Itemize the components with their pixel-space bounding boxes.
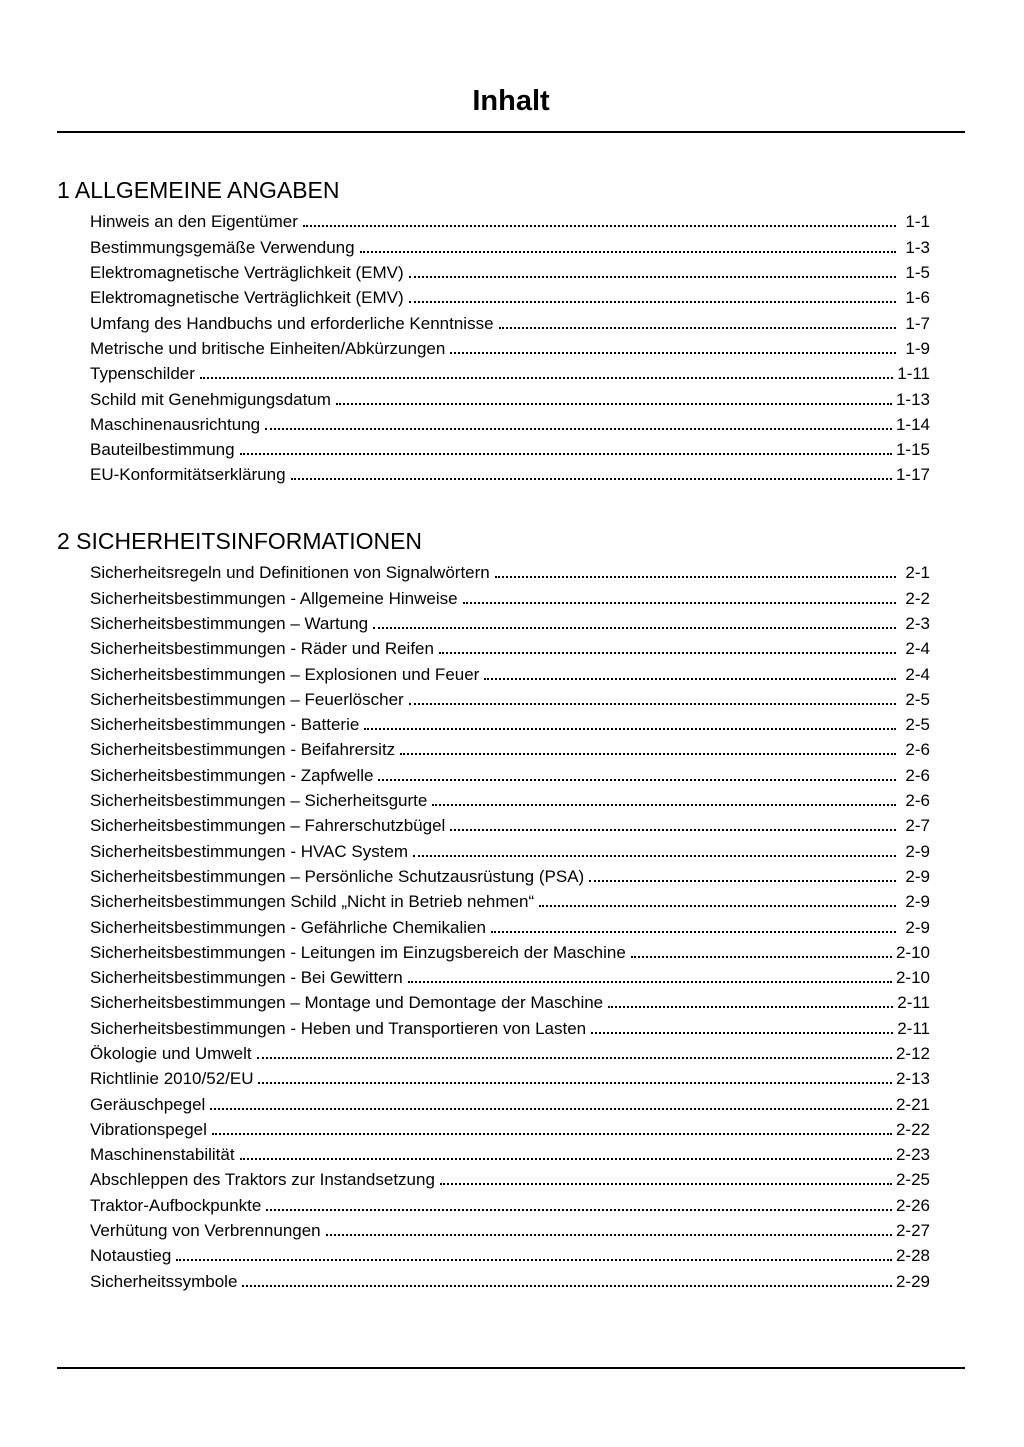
toc-entry-page: 2-5 bbox=[905, 689, 930, 709]
toc-entry-title: Typenschilder bbox=[90, 364, 195, 384]
toc-entry-page: 1-5 bbox=[905, 263, 930, 283]
toc-entry-page: 2-29 bbox=[895, 1271, 930, 1291]
dot-leader bbox=[373, 627, 896, 629]
toc-entry-title: Sicherheitsbestimmungen – Feuerlöscher bbox=[90, 689, 404, 709]
toc-entry-title: Sicherheitsbestimmungen – Wartung bbox=[90, 613, 369, 633]
toc-entry-page: 1-14 bbox=[895, 414, 930, 434]
dot-leader bbox=[591, 1032, 893, 1034]
toc-entry bbox=[90, 889, 930, 914]
toc-entry-page: 2-9 bbox=[905, 892, 930, 912]
dot-leader bbox=[242, 1285, 892, 1287]
toc-entry bbox=[90, 1218, 930, 1243]
toc-entry-title: Sicherheitsbestimmungen - Heben und Transportieren von Lasten bbox=[90, 1018, 587, 1038]
dot-leader bbox=[240, 453, 892, 455]
toc-entry bbox=[90, 285, 930, 310]
toc-entry bbox=[90, 864, 930, 889]
section-entries bbox=[57, 209, 965, 487]
toc-entry bbox=[90, 990, 930, 1015]
dot-leader bbox=[176, 1259, 892, 1261]
dot-leader bbox=[266, 1209, 892, 1211]
toc-entry-page: 1-7 bbox=[905, 313, 930, 333]
toc-entry bbox=[90, 260, 930, 285]
dot-leader bbox=[200, 377, 893, 379]
toc-entry bbox=[90, 763, 930, 788]
toc-entry-page: 2-22 bbox=[895, 1119, 930, 1139]
toc-entry bbox=[90, 1243, 930, 1268]
toc-entry bbox=[90, 940, 930, 965]
dot-leader bbox=[491, 931, 896, 933]
toc-entry-title: Traktor-Aufbockpunkte bbox=[90, 1195, 262, 1215]
toc-entry-page: 2-2 bbox=[905, 588, 930, 608]
toc-entry-title: Verhütung von Verbrennungen bbox=[90, 1221, 321, 1241]
toc-entry-title: Sicherheitsbestimmungen - Allgemeine Hinweise bbox=[90, 588, 458, 608]
toc-entry-page: 2-9 bbox=[905, 917, 930, 937]
dot-leader bbox=[432, 804, 896, 806]
toc-entry-title: Sicherheitsbestimmungen – Montage und Demontage der Maschine bbox=[90, 993, 604, 1013]
toc-entry-title: Sicherheitsbestimmungen - Leitungen im Einzugsbereich der Maschine bbox=[90, 942, 626, 962]
dot-leader bbox=[439, 652, 896, 654]
toc-entry-page: 2-3 bbox=[905, 613, 930, 633]
dot-leader bbox=[440, 1183, 892, 1185]
toc-entry-title: Sicherheitsbestimmungen - Zapfwelle bbox=[90, 765, 374, 785]
dot-leader bbox=[608, 1006, 893, 1008]
toc-entry-page: 2-23 bbox=[895, 1145, 930, 1165]
toc-entry-title: Elektromagnetische Verträglichkeit (EMV) bbox=[90, 263, 404, 283]
toc-entry-title: Sicherheitsbestimmungen - Beifahrersitz bbox=[90, 740, 396, 760]
toc-entry bbox=[90, 712, 930, 737]
toc-entry-title: Umfang des Handbuchs und erforderliche Kenntnisse bbox=[90, 313, 494, 333]
toc-entry-page: 2-9 bbox=[905, 841, 930, 861]
toc-entry-title: Sicherheitsregeln und Definitionen von Signalwörtern bbox=[90, 563, 490, 583]
dot-leader bbox=[539, 905, 896, 907]
toc-entry bbox=[90, 839, 930, 864]
toc-entry bbox=[90, 586, 930, 611]
toc-entry-title: Geräuschpegel bbox=[90, 1094, 206, 1114]
toc-entry bbox=[90, 311, 930, 336]
dot-leader bbox=[240, 1158, 892, 1160]
toc-entry-title: Metrische und britische Einheiten/Abkürzungen bbox=[90, 338, 446, 358]
toc-entry-title: Sicherheitsbestimmungen - HVAC System bbox=[90, 841, 409, 861]
toc-entry-title: Sicherheitsbestimmungen Schild „Nicht in Betrieb nehmen“ bbox=[90, 892, 535, 912]
dot-leader bbox=[495, 576, 896, 578]
toc-entry bbox=[90, 1066, 930, 1091]
toc-entry-title: Notaustieg bbox=[90, 1246, 172, 1266]
toc-entry-page: 2-28 bbox=[895, 1246, 930, 1266]
dot-leader bbox=[409, 276, 896, 278]
toc-entry bbox=[90, 813, 930, 838]
toc-entry-title: Maschinenausrichtung bbox=[90, 414, 261, 434]
section-allgemeine-angaben bbox=[57, 177, 965, 488]
toc-entry-title: Ökologie und Umwelt bbox=[90, 1043, 252, 1063]
toc-entry-page: 2-21 bbox=[895, 1094, 930, 1114]
toc-entry-page: 2-4 bbox=[905, 664, 930, 684]
toc-entry-title: Sicherheitsbestimmungen – Explosionen und Feuer bbox=[90, 664, 480, 684]
toc-entry bbox=[90, 915, 930, 940]
dot-leader bbox=[409, 301, 896, 303]
toc-entry-page: 1-11 bbox=[897, 364, 930, 384]
toc-entry-page: 2-4 bbox=[905, 639, 930, 659]
toc-entry bbox=[90, 662, 930, 687]
toc-entry-title: Bestimmungsgemäße Verwendung bbox=[90, 237, 355, 257]
toc-entry-page: 2-6 bbox=[905, 791, 930, 811]
toc-entry bbox=[90, 1193, 930, 1218]
toc-entry-page: 1-3 bbox=[905, 237, 930, 257]
toc-entry-page: 2-5 bbox=[905, 715, 930, 735]
dot-leader bbox=[408, 981, 892, 983]
dot-leader bbox=[210, 1108, 892, 1110]
dot-leader bbox=[589, 880, 896, 882]
toc-entry bbox=[90, 788, 930, 813]
dot-leader bbox=[360, 251, 896, 253]
toc-entry bbox=[90, 1167, 930, 1192]
toc-entry bbox=[90, 611, 930, 636]
toc-entry-title: Vibrationspegel bbox=[90, 1119, 207, 1139]
toc-entry-title: Sicherheitsbestimmungen – Fahrerschutzbügel bbox=[90, 816, 446, 836]
toc-entry bbox=[90, 965, 930, 990]
toc-entry-page: 2-27 bbox=[895, 1221, 930, 1241]
dot-leader bbox=[484, 678, 896, 680]
toc-entry-title: Schild mit Genehmigungsdatum bbox=[90, 389, 331, 409]
dot-leader bbox=[499, 327, 896, 329]
toc-entry-page: 2-6 bbox=[905, 765, 930, 785]
toc-entry-page: 2-11 bbox=[897, 1018, 930, 1038]
toc-entry bbox=[90, 737, 930, 762]
dot-leader bbox=[258, 1082, 891, 1084]
title-divider bbox=[57, 131, 965, 133]
toc-entry bbox=[90, 235, 930, 260]
toc-entry bbox=[90, 336, 930, 361]
toc-entry bbox=[90, 1016, 930, 1041]
toc-entry bbox=[90, 437, 930, 462]
toc-entry-page: 2-10 bbox=[895, 968, 930, 988]
toc-entry-page: 2-1 bbox=[905, 563, 930, 583]
section-sicherheitsinformationen bbox=[57, 528, 965, 1294]
dot-leader bbox=[303, 225, 896, 227]
section-entries bbox=[57, 560, 965, 1294]
section-heading: 1 ALLGEMEINE ANGABEN bbox=[57, 176, 340, 203]
dot-leader bbox=[291, 478, 892, 480]
footer-divider bbox=[57, 1367, 965, 1369]
dot-leader bbox=[400, 753, 896, 755]
dot-leader bbox=[413, 855, 896, 857]
toc-entry-title: Sicherheitssymbole bbox=[90, 1271, 238, 1291]
toc-entry-title: Sicherheitsbestimmungen – Persönliche Schutzausrüstung (PSA) bbox=[90, 866, 585, 886]
toc-entry-title: Sicherheitsbestimmungen - Gefährliche Chemikalien bbox=[90, 917, 486, 937]
toc-entry-title: Sicherheitsbestimmungen - Batterie bbox=[90, 715, 360, 735]
toc-entry bbox=[90, 412, 930, 437]
dot-leader bbox=[631, 956, 892, 958]
toc-entry-title: Sicherheitsbestimmungen - Bei Gewittern bbox=[90, 968, 403, 988]
toc-entry-title: EU-Konformitätserklärung bbox=[90, 465, 286, 485]
toc-entry bbox=[90, 687, 930, 712]
toc-entry-page: 2-25 bbox=[895, 1170, 930, 1190]
dot-leader bbox=[257, 1057, 892, 1059]
toc-entry bbox=[90, 560, 930, 585]
toc-entry-title: Hinweis an den Eigentümer bbox=[90, 212, 298, 232]
toc-entry bbox=[90, 209, 930, 234]
dot-leader bbox=[409, 703, 896, 705]
toc-entry-page: 2-9 bbox=[905, 866, 930, 886]
toc-entry-title: Abschleppen des Traktors zur Instandsetzung bbox=[90, 1170, 435, 1190]
toc-entry-page: 2-26 bbox=[895, 1195, 930, 1215]
toc-entry-title: Elektromagnetische Verträglichkeit (EMV) bbox=[90, 288, 404, 308]
toc-entry bbox=[90, 1142, 930, 1167]
toc-entry-title: Sicherheitsbestimmungen - Räder und Reifen bbox=[90, 639, 434, 659]
dot-leader bbox=[450, 829, 896, 831]
toc-entry bbox=[90, 1269, 930, 1294]
dot-leader bbox=[378, 779, 896, 781]
dot-leader bbox=[463, 602, 896, 604]
dot-leader bbox=[364, 728, 896, 730]
toc-entry-page: 2-10 bbox=[895, 942, 930, 962]
dot-leader bbox=[336, 403, 892, 405]
page-title: Inhalt bbox=[472, 85, 550, 117]
dot-leader bbox=[265, 428, 892, 430]
toc-entry-title: Bauteilbestimmung bbox=[90, 440, 235, 460]
toc-entry-page: 1-17 bbox=[895, 465, 930, 485]
toc-entry-page: 1-15 bbox=[895, 440, 930, 460]
toc-entry bbox=[90, 1117, 930, 1142]
toc-entry-title: Richtlinie 2010/52/EU bbox=[90, 1069, 254, 1089]
section-heading: 2 SICHERHEITSINFORMATIONEN bbox=[57, 527, 423, 554]
toc-entry bbox=[90, 361, 930, 386]
toc-entry bbox=[90, 462, 930, 487]
toc-entry-title: Maschinenstabilität bbox=[90, 1145, 235, 1165]
toc-entry bbox=[90, 1041, 930, 1066]
toc-entry-page: 2-11 bbox=[897, 993, 930, 1013]
toc-entry-page: 2-13 bbox=[895, 1069, 930, 1089]
toc-entry bbox=[90, 1092, 930, 1117]
dot-leader bbox=[450, 352, 896, 354]
dot-leader bbox=[212, 1133, 892, 1135]
toc-entry bbox=[90, 387, 930, 412]
toc-entry-page: 2-7 bbox=[905, 816, 930, 836]
toc-entry-page: 1-13 bbox=[895, 389, 930, 409]
toc-entry-page: 2-12 bbox=[895, 1043, 930, 1063]
toc-entry-page: 1-6 bbox=[905, 288, 930, 308]
toc-entry-page: 1-1 bbox=[905, 212, 930, 232]
dot-leader bbox=[326, 1234, 892, 1236]
toc-entry-title: Sicherheitsbestimmungen – Sicherheitsgurte bbox=[90, 791, 428, 811]
toc-entry-page: 2-6 bbox=[905, 740, 930, 760]
toc-entry bbox=[90, 636, 930, 661]
toc-entry-page: 1-9 bbox=[905, 338, 930, 358]
